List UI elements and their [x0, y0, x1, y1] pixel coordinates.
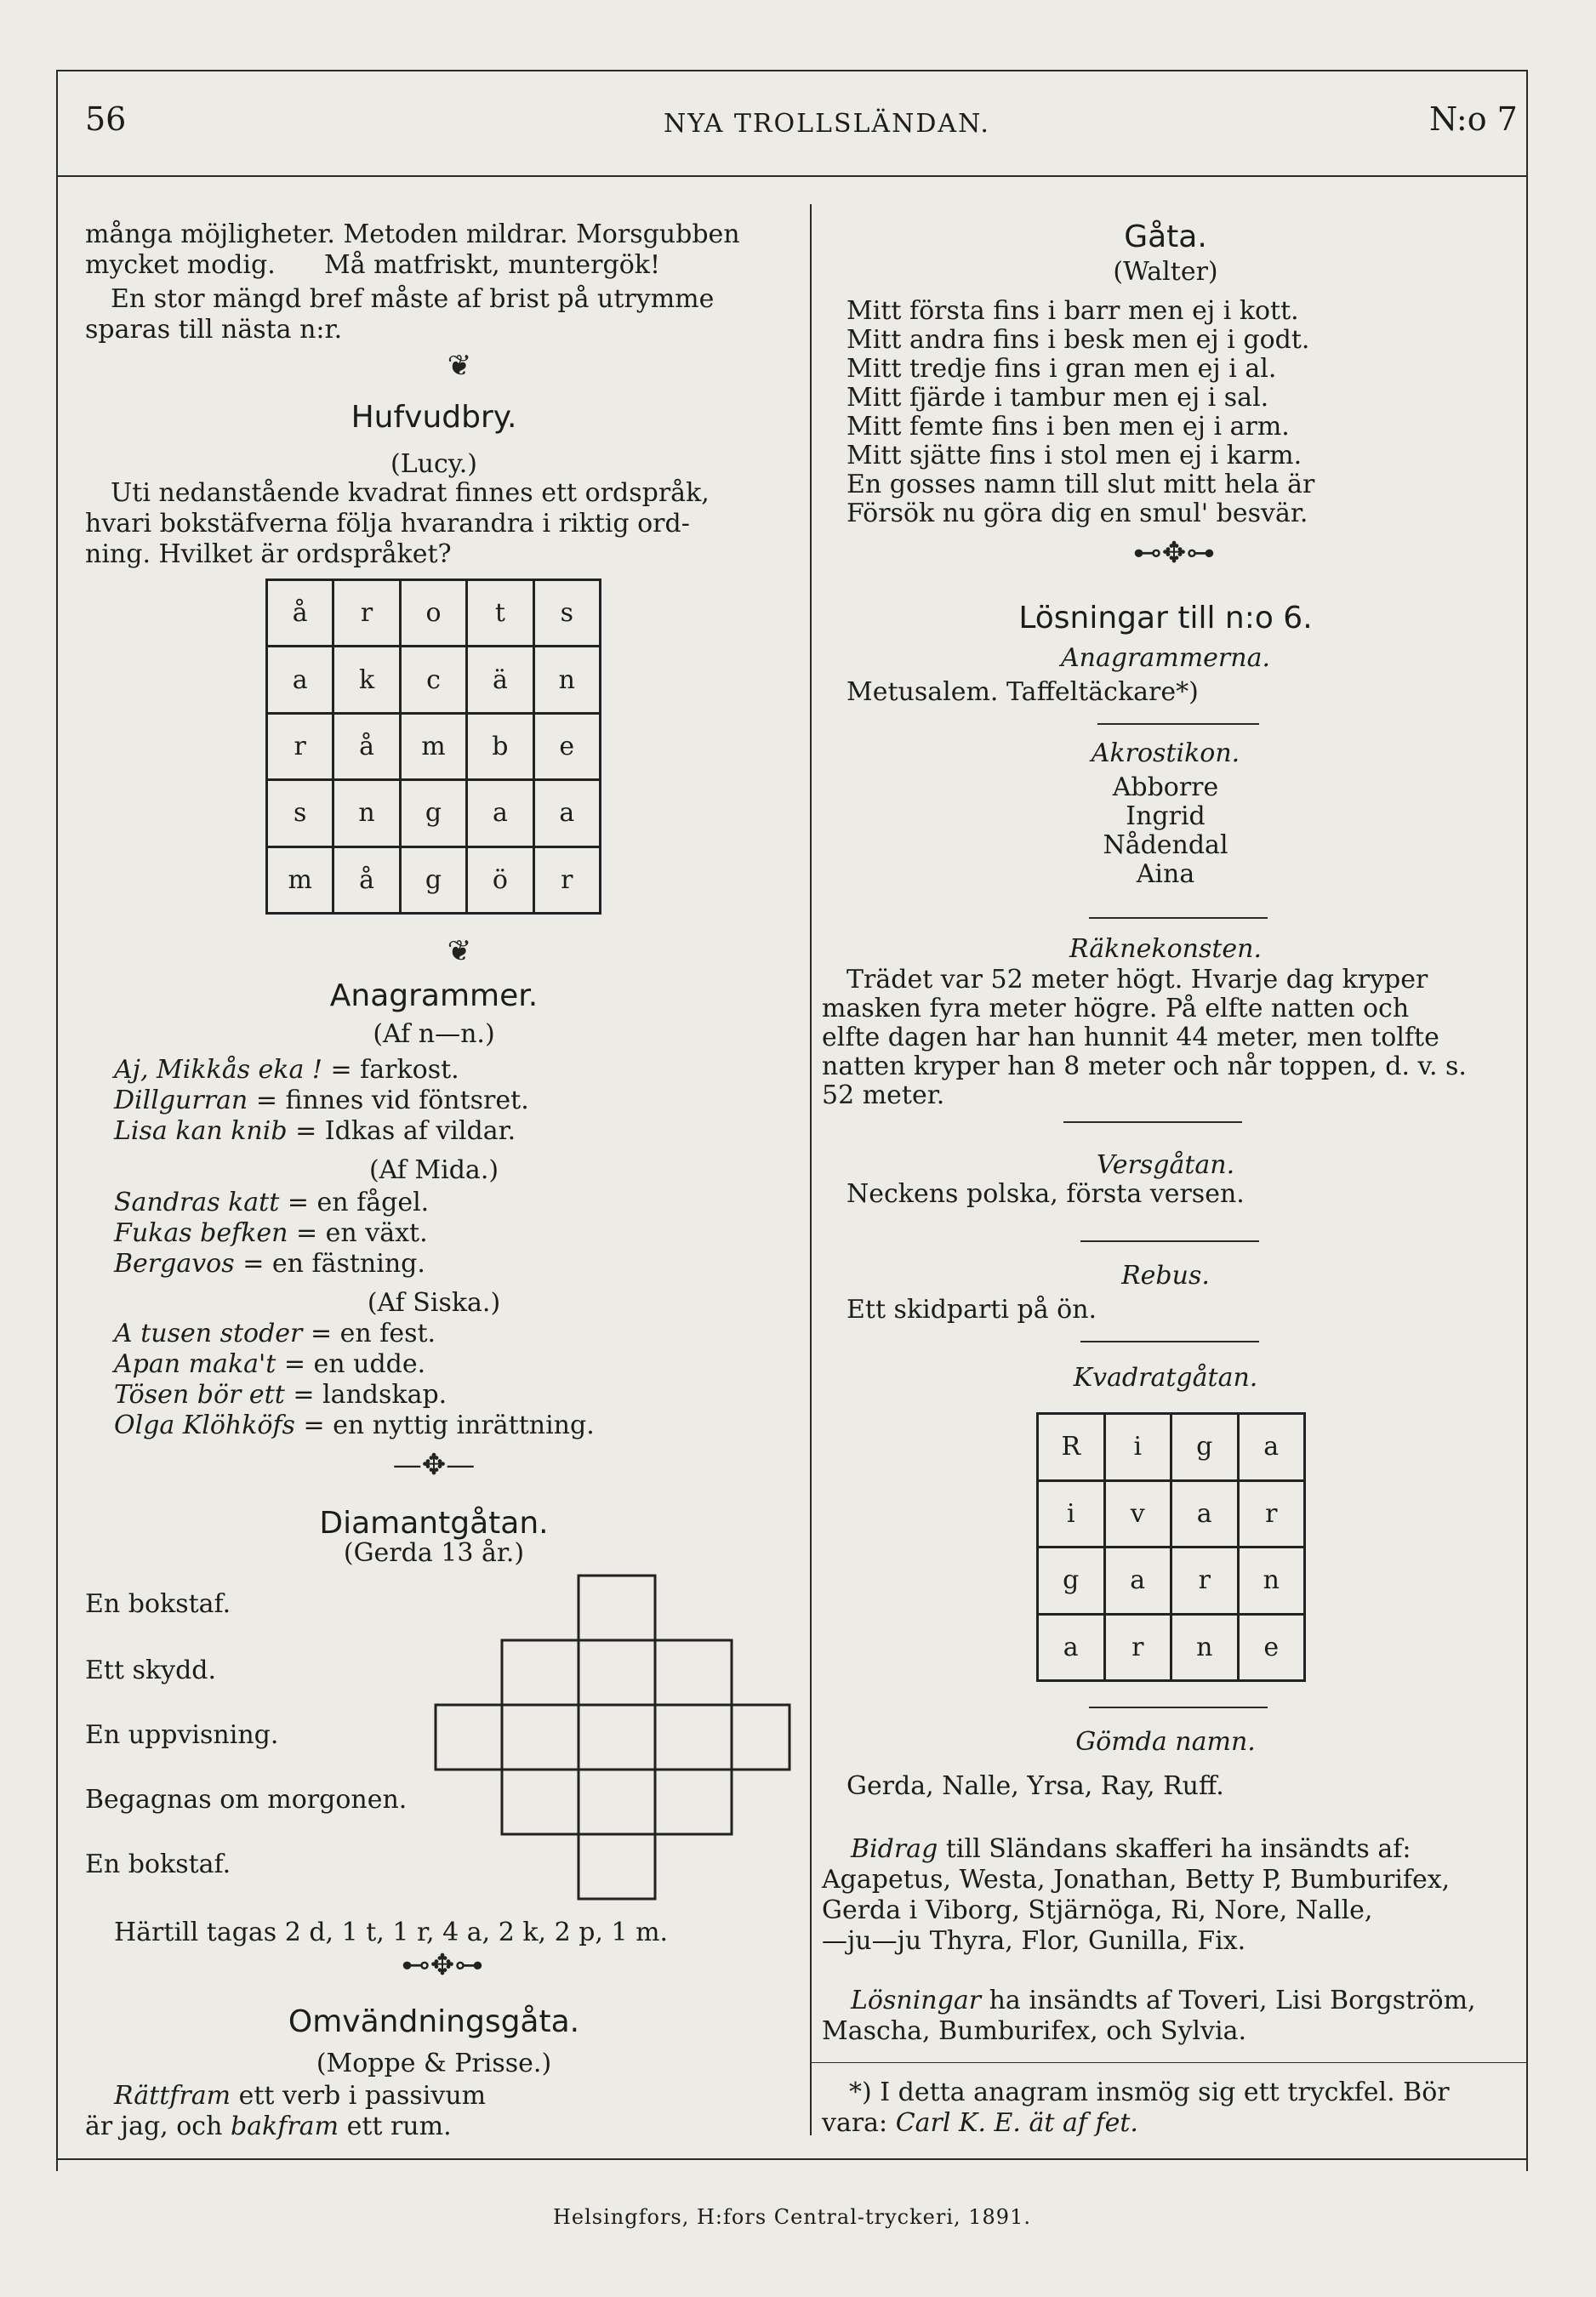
hufvudbry-grid-cell: å	[334, 715, 401, 781]
footnote-correction: Carl K. E. ät af fet.	[895, 2108, 1138, 2138]
anagram-line	[114, 1319, 436, 1349]
anagram-clue: Aj, Mikkås eka !	[114, 1055, 322, 1085]
omvandning-author: (Moppe & Prisse.)	[316, 2049, 552, 2078]
publication-title: NYA TROLLSLÄNDAN.	[664, 109, 990, 139]
hufvudbry-grid-cell: r	[334, 581, 401, 647]
gomda-title: Gömda namn.	[1075, 1727, 1256, 1757]
rakne-line: masken fyra meter högre. På elfte natten och	[822, 994, 1410, 1023]
losningar-sent-line-2: Mascha, Bumburifex, och Sylvia.	[822, 2016, 1246, 2046]
anagram-clue: Olga Klöhköfs	[114, 1411, 295, 1440]
anagrammer-author-2: (Af Mida.)	[368, 1155, 499, 1185]
anagram-clue: Sandras katt	[114, 1188, 280, 1217]
hufvudbry-grid-cell: b	[468, 715, 534, 781]
kvadrat-grid-cell: r	[1240, 1482, 1307, 1549]
anagrammer-author-3: (Af Siska.)	[367, 1288, 501, 1318]
diamant-clue-5: En bokstaf.	[85, 1850, 231, 1879]
anagram-line	[114, 1349, 425, 1380]
rebus-text: Ett skidparti på ön.	[846, 1295, 1097, 1325]
kvadrat-grid-cell: a	[1106, 1548, 1173, 1616]
anagrammer-title: Anagrammer.	[329, 978, 539, 1013]
kvadrat-grid-cell: n	[1240, 1548, 1307, 1616]
anagram-answer: = en växt.	[296, 1218, 428, 1248]
kvadrat-grid-cell: a	[1039, 1616, 1106, 1683]
akrostikon-word-1: Abborre	[1112, 772, 1219, 802]
gata-author: (Walter)	[1113, 257, 1218, 287]
akrostikon-word-4: Aina	[1136, 859, 1195, 889]
kvadrat-grid-cell: a	[1172, 1482, 1240, 1549]
intro-line-2: mycket modig. Må matfriskt, muntergök!	[85, 250, 660, 280]
diamant-clue-2: Ett skydd.	[85, 1656, 217, 1685]
hufvudbry-grid-cell: m	[402, 715, 468, 781]
hufvudbry-grid-cell: s	[268, 781, 334, 847]
hufvudbry-grid-cell: s	[535, 581, 601, 647]
anagram-line	[114, 1249, 425, 1280]
hufvudbry-grid-cell: å	[334, 848, 401, 915]
page-number: 56	[85, 100, 127, 138]
kvadrat-grid-cell: n	[1172, 1616, 1240, 1683]
gata-line: Mitt femte fins i ben men ej i arm.	[846, 412, 1290, 442]
left-border	[56, 70, 58, 2171]
footnote-vara: vara:	[822, 2108, 888, 2138]
kvadrat-grid-cell: i	[1106, 1415, 1173, 1482]
akrostikon-title: Akrostikon.	[1091, 738, 1240, 768]
rule	[1089, 1707, 1268, 1708]
hufvudbry-grid-cell: a	[535, 781, 601, 847]
hufvudbry-grid-cell: r	[268, 715, 334, 781]
rule	[1097, 723, 1259, 725]
ornament-right: ⊷✥⊶	[1132, 536, 1216, 570]
right-border	[1526, 70, 1528, 2171]
hufvudbry-grid-cell: ö	[468, 848, 534, 915]
bidrag-line-1-text: till Sländans skafferi ha insändts af:	[945, 1834, 1411, 1864]
diamant-clue-1: En bokstaf.	[85, 1589, 231, 1619]
kvadrat-grid-cell: i	[1039, 1482, 1106, 1549]
rakne-title: Räknekonsten.	[1069, 934, 1263, 964]
hufvudbry-grid-cell: n	[334, 781, 401, 847]
gata-line: Försök nu göra dig en smul' besvär.	[846, 499, 1308, 528]
anagram-clue: Fukas befken	[114, 1218, 288, 1248]
rakne-line: natten kryper han 8 meter och når toppen, d. v. s.	[822, 1052, 1467, 1081]
anagram-clue: Dillgurran	[114, 1086, 248, 1115]
issue-number: N:o 7	[1429, 100, 1518, 138]
omvandning-line-2-end: ett rum.	[346, 2112, 452, 2141]
diamant-clue-4: Begagnas om morgonen.	[85, 1785, 408, 1815]
hufvudbry-grid-cell: å	[268, 581, 334, 647]
footnote-line-1: *) I detta anagram insmög sig ett tryckfel. Bör	[849, 2078, 1450, 2107]
anagram-clue: Bergavos	[114, 1249, 235, 1279]
gata-line: Mitt sjätte fins i stol men ej i karm.	[846, 441, 1302, 470]
kvadrat-grid-cell: g	[1172, 1415, 1240, 1482]
anagram-clue: A tusen stoder	[114, 1319, 303, 1348]
bidrag-line-2: Agapetus, Westa, Jonathan, Betty P, Bumburifex,	[822, 1865, 1451, 1895]
akrostikon-word-3: Nådendal	[1103, 830, 1228, 860]
bidrag-line-4: —ju—ju Thyra, Flor, Gunilla, Fix.	[822, 1926, 1246, 1956]
anagram-line	[114, 1086, 529, 1116]
versgatan-text: Neckens polska, första versen.	[846, 1179, 1245, 1209]
gata-line: Mitt fjärde i tambur men ej i sal.	[846, 383, 1269, 413]
rakne-line: 52 meter.	[822, 1080, 945, 1110]
losningar-sent-lead: Lösningar	[851, 1986, 982, 2015]
footer-imprint: Helsingfors, H:fors Central-tryckeri, 1891.	[553, 2205, 1031, 2229]
losningar-sent-line-1	[851, 1986, 1476, 2016]
kvadrat-grid-cell: e	[1240, 1616, 1307, 1683]
diamant-letters: Härtill tagas 2 d, 1 t, 1 r, 4 a, 2 k, 2 p, 1 m.	[114, 1918, 669, 1947]
hufvudbry-title: Hufvudbry.	[351, 400, 517, 435]
diamant-clue-3: En uppvisning.	[85, 1720, 279, 1750]
footnote-line-2	[822, 2108, 1138, 2139]
rule	[1080, 1240, 1259, 1242]
omvandning-line-2-start: är jag, och	[85, 2112, 223, 2141]
hufvudbry-grid-cell: e	[535, 715, 601, 781]
ornament-small: ⊷✥⊶	[401, 1948, 484, 1982]
kvadrat-grid-cell: g	[1039, 1548, 1106, 1616]
gata-line: En gosses namn till slut mitt hela är	[846, 470, 1315, 499]
anagram-clue: Lisa kan knib	[114, 1116, 288, 1146]
ornament-divider: —✥—	[392, 1448, 476, 1482]
hufvudbry-author: (Lucy.)	[390, 449, 477, 479]
anagram-line	[114, 1411, 595, 1441]
bidrag-line-3: Gerda i Viborg, Stjärnöga, Ri, Nore, Nalle,	[822, 1895, 1373, 1925]
anagram-answer: = landskap.	[293, 1380, 447, 1410]
losningar-title: Lösningar till n:o 6.	[1018, 601, 1313, 636]
footnote-rule	[810, 2062, 1528, 2063]
diamant-author: (Gerda 13 år.)	[343, 1538, 525, 1568]
anagram-answer: = en fågel.	[287, 1188, 430, 1217]
bidrag-lead: Bidrag	[851, 1834, 938, 1864]
gata-line: Mitt tredje fins i gran men ej i al.	[846, 354, 1277, 384]
kvadrat-grid	[1036, 1412, 1306, 1682]
omvandning-line-1-text: ett verb i passivum	[238, 2081, 487, 2111]
kvadrat-grid-cell: R	[1039, 1415, 1106, 1482]
intro-line-4: sparas till nästa n:r.	[85, 315, 343, 345]
rule	[1080, 1341, 1259, 1342]
diamant-title: Diamantgåtan.	[319, 1506, 549, 1541]
anagrammer-author-1: (Af n—n.)	[373, 1019, 495, 1049]
gata-line: Mitt andra fins i besk men ej i godt.	[846, 325, 1310, 355]
anagram-line	[114, 1055, 459, 1086]
hufvudbry-grid	[265, 579, 601, 915]
rule	[1089, 917, 1268, 919]
hufvudbry-grid-cell: ä	[468, 647, 534, 714]
hufvudbry-grid-cell: a	[268, 647, 334, 714]
anagram-answer: = en fästning.	[242, 1249, 425, 1279]
anagram-line	[114, 1188, 429, 1218]
anagram-line	[114, 1218, 428, 1249]
gomda-text: Gerda, Nalle, Yrsa, Ray, Ruff.	[846, 1771, 1224, 1801]
gata-title: Gåta.	[1124, 219, 1207, 254]
ornament-scroll: ❦	[447, 349, 472, 383]
hufvudbry-grid-cell: m	[268, 848, 334, 915]
anagram-clue: Apan maka't	[114, 1349, 276, 1379]
omvandning-title: Omvändningsgåta.	[288, 2004, 580, 2039]
omvandning-bakfram: bakfram	[230, 2112, 339, 2141]
hufvudbry-grid-cell: n	[535, 647, 601, 714]
bidrag-line-1	[851, 1834, 1411, 1865]
akrostikon-word-2: Ingrid	[1126, 801, 1206, 831]
anagram-answer: = Idkas af vildar.	[295, 1116, 516, 1146]
rakne-line: elfte dagen har han hunnit 44 meter, men tolfte	[822, 1023, 1439, 1052]
hufvudbry-grid-cell: c	[402, 647, 468, 714]
hufvudbry-grid-cell: r	[535, 848, 601, 915]
hufvudbry-text-1: Uti nedanstående kvadrat finnes ett ordspråk,	[111, 478, 710, 508]
hufvudbry-text-2: hvari bokstäfverna följa hvarandra i riktig ord-	[85, 509, 690, 539]
anagram-line	[114, 1116, 516, 1147]
rakne-line: Trädet var 52 meter högt. Hvarje dag kryper	[846, 965, 1428, 995]
kvadrat-grid-cell: v	[1106, 1482, 1173, 1549]
kvadrat-grid-cell: r	[1106, 1616, 1173, 1683]
kvadrat-title: Kvadratgåtan.	[1073, 1363, 1258, 1393]
omvandning-line-1	[114, 2081, 486, 2112]
rule	[1063, 1121, 1242, 1123]
anagrammerna-title: Anagrammerna.	[1060, 643, 1271, 673]
anagram-line	[114, 1380, 447, 1411]
kvadrat-grid-cell: r	[1172, 1548, 1240, 1616]
diamant-grid	[434, 1574, 800, 1906]
footer-rule	[56, 2158, 1528, 2160]
hufvudbry-grid-cell: a	[468, 781, 534, 847]
header-rule	[56, 175, 1528, 177]
hufvudbry-grid-cell: t	[468, 581, 534, 647]
intro-line-3: En stor mängd bref måste af brist på utrymme	[111, 284, 715, 314]
gata-line: Mitt första fins i barr men ej i kott.	[846, 296, 1299, 326]
kvadrat-grid-cell: a	[1240, 1415, 1307, 1482]
anagram-answer: = en udde.	[283, 1349, 426, 1379]
anagram-answer: = en fest.	[310, 1319, 436, 1348]
hufvudbry-grid-cell: g	[402, 781, 468, 847]
rebus-title: Rebus.	[1121, 1261, 1210, 1291]
hufvudbry-text-3: ning. Hvilket är ordspråket?	[85, 539, 452, 569]
losningar-sent-line-1-text: ha insändts af Toveri, Lisi Borgström,	[989, 1986, 1476, 2015]
hufvudbry-grid-cell: o	[402, 581, 468, 647]
omvandning-rattfram: Rättfram	[114, 2081, 231, 2111]
ornament-scroll-2: ❦	[447, 934, 472, 968]
anagram-answer: = farkost.	[330, 1055, 459, 1085]
hufvudbry-grid-cell: k	[334, 647, 401, 714]
hufvudbry-grid-cell: g	[402, 848, 468, 915]
anagrammerna-text: Metusalem. Taffeltäckare*)	[846, 677, 1199, 707]
top-border	[56, 70, 1528, 71]
intro-line-1: många möjligheter. Metoden mildrar. Morsgubben	[85, 219, 740, 249]
anagram-answer: = finnes vid föntsret.	[255, 1086, 529, 1115]
omvandning-line-2	[85, 2112, 452, 2142]
anagram-clue: Tösen bör ett	[114, 1380, 285, 1410]
column-divider	[810, 204, 812, 2135]
anagram-answer: = en nyttig inrättning.	[303, 1411, 595, 1440]
versgatan-title: Versgåtan.	[1096, 1150, 1235, 1180]
